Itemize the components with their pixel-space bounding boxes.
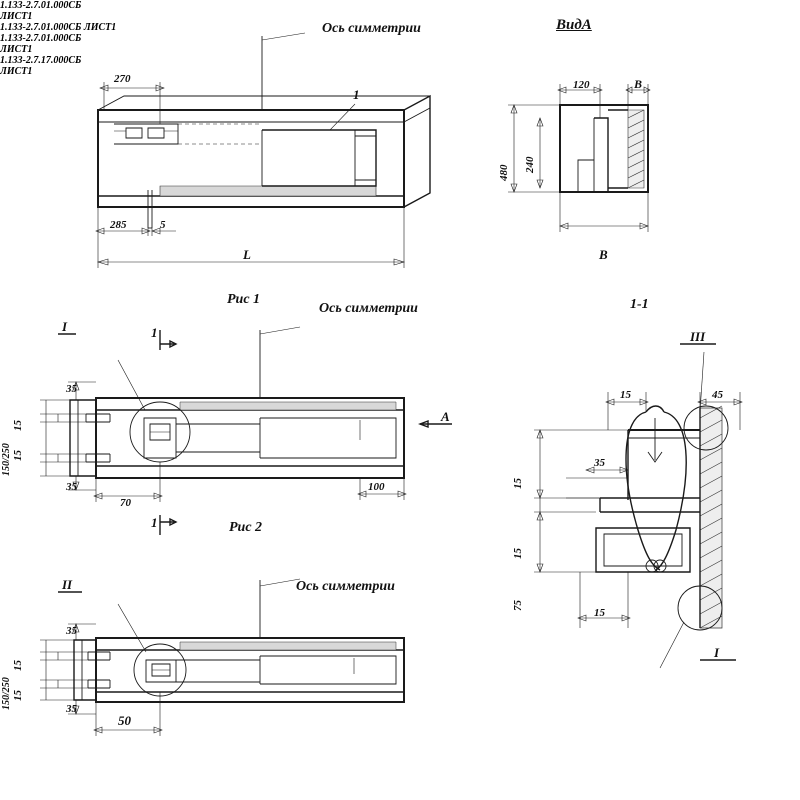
fig3-geometry — [40, 579, 404, 736]
code-II: 1.133-2.7.01.000СБ — [0, 33, 82, 44]
mark-III: III — [690, 329, 706, 344]
dim-15b-detail: 15 — [512, 548, 524, 559]
code-III: 1.133-2.7.01.000СБ ЛИСТ1 — [0, 22, 117, 33]
fig1-title: Рис 1 — [227, 292, 261, 307]
dim-50: 50 — [118, 713, 131, 728]
code-I-top: 1.133-2.7.01.000СБ — [0, 0, 82, 11]
fig2-title: Рис 2 — [229, 520, 263, 535]
section-1-1-geometry — [58, 334, 742, 668]
fig2-geometry — [40, 327, 452, 535]
section-1-label-bottom: 1 — [151, 515, 158, 530]
dim-285: 285 — [110, 219, 127, 231]
dim-35-detail: 35 — [594, 457, 605, 469]
dim-100: 100 — [368, 481, 385, 493]
code-I-right-sheet: ЛИСТ1 — [0, 66, 33, 77]
dim-150-250-fig3: 150/250 — [1, 677, 12, 710]
dim-35-top-fig3: 35 — [66, 625, 77, 637]
dim-L: L — [243, 247, 251, 262]
code-I-top-sheet: ЛИСТ1 — [0, 11, 33, 22]
dim-70: 70 — [120, 497, 131, 509]
dim-480: 480 — [498, 164, 510, 181]
dim-15b-fig2: 15 — [12, 450, 24, 461]
section-1-label-top: 1 — [151, 325, 158, 340]
dim-35-bottom-fig3: 35 — [66, 703, 77, 715]
dim-15a-detail: 15 — [512, 478, 524, 489]
dim-120: 120 — [573, 79, 590, 91]
dim-15-top-detail: 15 — [620, 389, 631, 401]
axis-symmetry-label-fig2: Ось симметрии — [319, 301, 418, 316]
code-I-right: 1.133-2.7.17.000СБ — [0, 55, 82, 66]
section-a-arrow-label: A — [441, 409, 450, 424]
dim-150-250-fig2: 150/250 — [1, 443, 12, 476]
axis-symmetry-label-fig3: Ось симметрии — [296, 579, 395, 594]
dim-35-bottom-fig2: 35 — [66, 481, 77, 493]
code-II-sheet: ЛИСТ1 — [0, 44, 33, 55]
dim-270: 270 — [114, 73, 131, 85]
dim-15a-fig3: 15 — [12, 660, 24, 671]
dim-15a-fig2: 15 — [12, 420, 24, 431]
mark-I-top: I — [62, 319, 68, 334]
dim-15-bottom-detail: 15 — [594, 607, 605, 619]
section-1-1-title: 1-1 — [630, 297, 649, 312]
mark-II: II — [62, 577, 73, 592]
axis-symmetry-label-fig1: Ось симметрии — [322, 21, 421, 36]
dim-240: 240 — [524, 156, 536, 173]
dim-5: 5 — [160, 219, 166, 231]
callout-pos-1: 1 — [353, 87, 360, 102]
dim-15b-fig3: 15 — [12, 690, 24, 701]
fig1-geometry — [96, 33, 430, 268]
view-a-title: ВидА — [556, 17, 592, 33]
dim-B-top: B — [634, 77, 643, 91]
mark-I-bottom: I — [714, 645, 720, 660]
dim-B-bottom: B — [599, 247, 608, 262]
dim-45-detail: 45 — [712, 389, 723, 401]
dim-75-detail: 75 — [512, 600, 524, 611]
dim-35-top-fig2: 35 — [66, 383, 77, 395]
